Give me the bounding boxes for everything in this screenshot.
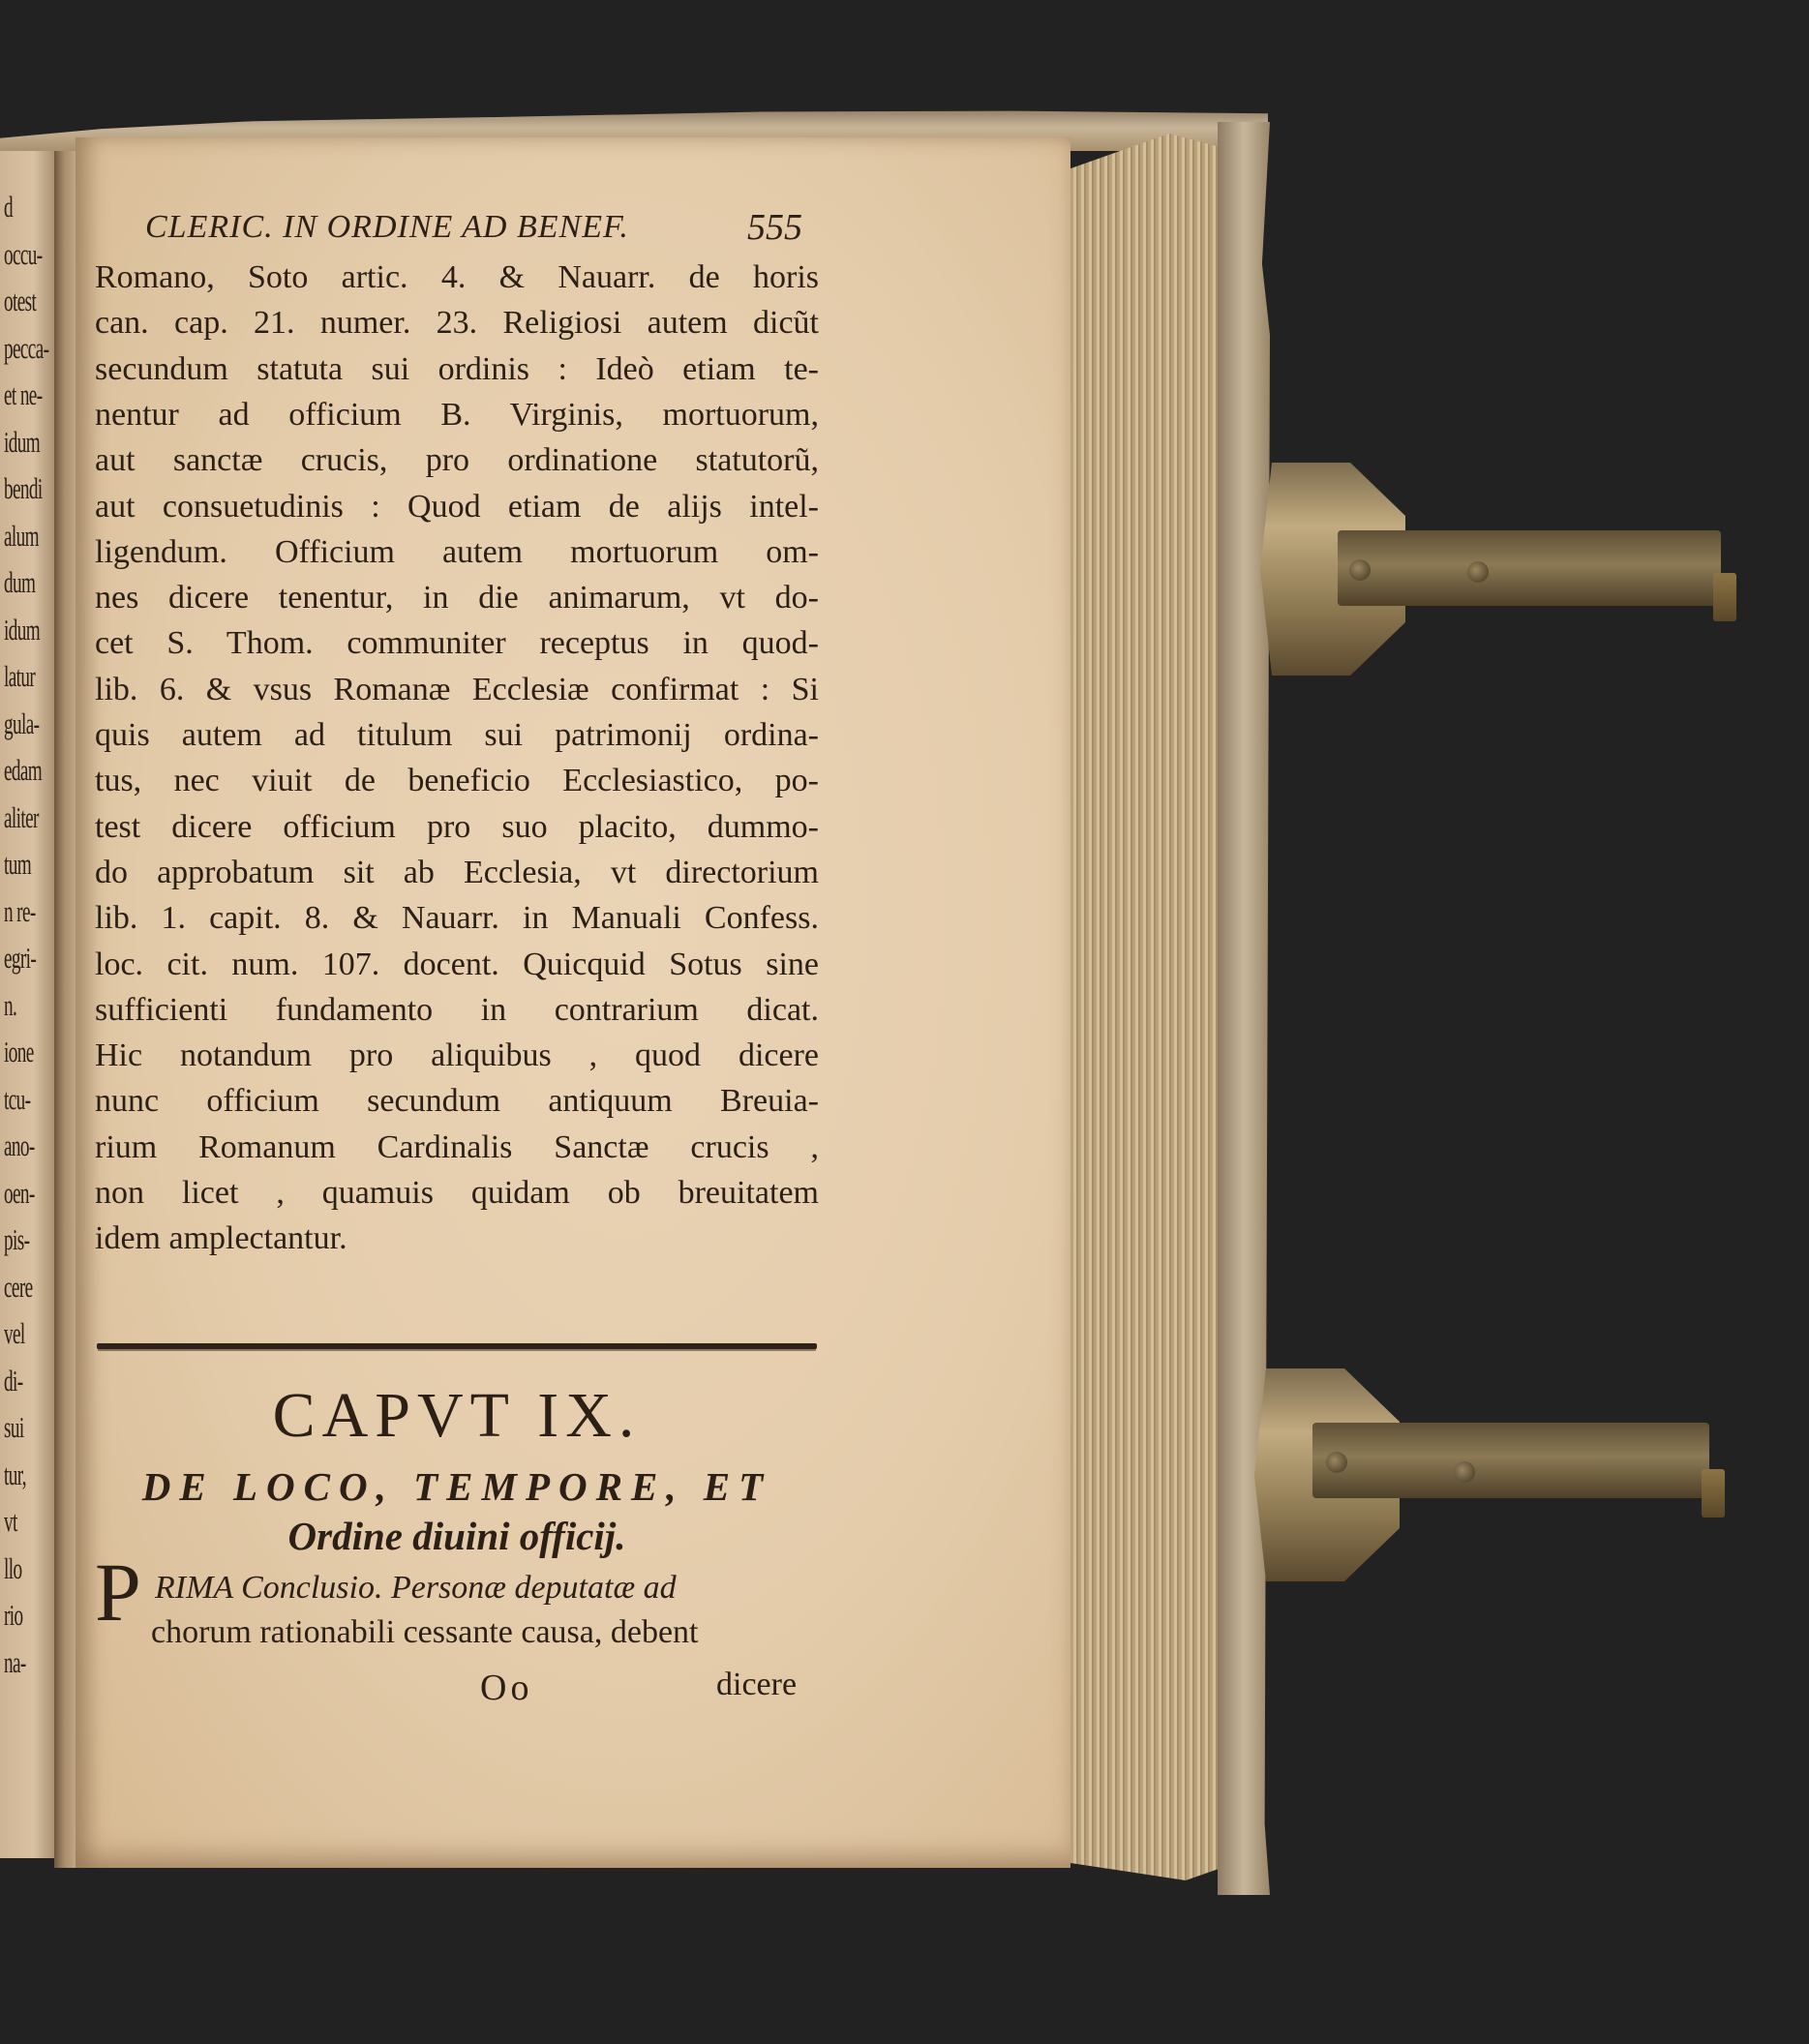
chapter-subtitle-line-2: Ordine diuini officij. xyxy=(287,1514,626,1558)
left-page-fragment: ione xyxy=(4,1035,34,1068)
body-line: can. cap. 21. numer. 23. Religiosi autem dicũt xyxy=(95,305,819,342)
left-page-fragment: d xyxy=(4,190,13,224)
left-page-fragment: otest xyxy=(4,284,37,317)
body-line: tus, nec viuit de beneficio Ecclesiastico, po- xyxy=(95,763,819,799)
body-line: lib. 6. & vsus Romanæ Ecclesiæ confirmat : Si xyxy=(95,671,819,707)
signature-mark: Oo xyxy=(480,1668,533,1708)
body-line: nes dicere tenentur, in die animarum, vt do- xyxy=(95,580,819,616)
left-page-fragment: na- xyxy=(4,1644,26,1679)
left-page-fragment: n. xyxy=(4,987,17,1022)
body-line: idem amplectantur. xyxy=(95,1220,347,1257)
left-page-fragment: rio xyxy=(4,1598,23,1632)
body-line: loc. cit. num. 107. docent. Quicquid Sotus sine xyxy=(95,946,819,982)
left-page-fragment: oen- xyxy=(4,1175,35,1210)
body-line: lib. 1. capit. 8. & Nauarr. in Manuali Confess. xyxy=(95,900,819,937)
left-page-fragment: idum xyxy=(4,612,41,646)
body-line: test dicere officium pro suo placito, dummo- xyxy=(95,808,819,845)
left-page-fragment: vel xyxy=(4,1316,25,1350)
body-line: aut sanctæ crucis, pro ordinatione statutorũ, xyxy=(95,442,819,479)
cover-edge xyxy=(1218,122,1270,1895)
left-page-fragment: n re- xyxy=(4,893,36,928)
left-page-fragment: sui xyxy=(4,1410,24,1444)
left-page-fragment: tcu- xyxy=(4,1081,31,1116)
catchword: dicere xyxy=(716,1667,798,1702)
left-page-fragment: latur xyxy=(4,659,36,693)
left-page-fragment: edam xyxy=(4,753,43,787)
body-line: Romano, Soto artic. 4. & Nauarr. de horis xyxy=(95,259,819,295)
conclusion-line-1: RIMA Conclusio. Personæ deputatæ ad xyxy=(155,1570,677,1606)
upper-clasp-strap xyxy=(1338,530,1721,606)
page-number: 555 xyxy=(747,207,802,248)
body-line: nentur ad officium B. Virginis, mortuorum, xyxy=(95,396,819,433)
conclusion-line-2: chorum rationabili cessante causa, debent xyxy=(151,1614,699,1650)
body-line: sufficienti fundamento in contrarium dicat. xyxy=(95,991,819,1028)
body-line: cet S. Thom. communiter receptus in quod- xyxy=(95,625,819,662)
left-page-fragment: gula- xyxy=(4,706,40,740)
body-line: non licet , quamuis quidam ob breuitatem xyxy=(95,1175,819,1211)
upper-clasp-rivet xyxy=(1467,561,1489,583)
left-page-fragment: cere xyxy=(4,1269,33,1304)
chapter-subtitle-line-1: DE LOCO, TEMPORE, ET xyxy=(141,1464,772,1509)
left-page-fragment: di- xyxy=(4,1363,23,1398)
left-page-fragment: aliter xyxy=(4,799,39,834)
upper-clasp-hook xyxy=(1713,573,1736,621)
left-page-fragment: tum xyxy=(4,847,32,881)
left-page-fragment: egri- xyxy=(4,941,37,975)
left-page-fragment: bendi xyxy=(4,471,43,505)
left-page-fragment: occu- xyxy=(4,236,43,271)
left-page-sliver xyxy=(0,145,60,1858)
left-page-fragment: pis- xyxy=(4,1222,30,1256)
left-page-fragment: ano- xyxy=(4,1128,35,1162)
left-page-fragment: pecca- xyxy=(4,330,49,365)
chapter-title: CAPVT IX. xyxy=(272,1380,642,1451)
lower-clasp-rivet xyxy=(1454,1461,1475,1483)
left-page-fragment: llo xyxy=(4,1550,22,1585)
fore-edge-page-block xyxy=(1070,134,1235,1880)
left-page-fragment: et ne- xyxy=(4,377,43,411)
running-head: CLERIC. IN ORDINE AD BENEF. xyxy=(145,209,629,245)
body-line: rium Romanum Cardinalis Sanctæ crucis , xyxy=(95,1128,819,1165)
section-rule xyxy=(97,1343,817,1349)
lower-clasp-strap xyxy=(1312,1423,1709,1498)
left-page-fragment: vt xyxy=(4,1504,17,1538)
left-page-fragment: alum xyxy=(4,518,39,553)
body-line: aut consuetudinis : Quod etiam de alijs intel- xyxy=(95,488,819,525)
body-line: nunc officium secundum antiquum Breuia- xyxy=(95,1083,819,1120)
body-line: do approbatum sit ab Ecclesia, vt directorium xyxy=(95,854,819,890)
lower-clasp-rivet xyxy=(1326,1452,1347,1473)
body-line: ligendum. Officium autem mortuorum om- xyxy=(95,533,819,570)
upper-clasp-rivet xyxy=(1349,559,1371,581)
left-page-fragment: dum xyxy=(4,565,36,599)
lower-clasp-hook xyxy=(1702,1469,1725,1518)
left-page-fragment: tur, xyxy=(4,1457,26,1491)
body-line: quis autem ad titulum sui patrimonij ordina- xyxy=(95,717,819,753)
body-line: Hic notandum pro aliquibus , quod dicere xyxy=(95,1037,819,1074)
left-page-fragment: idum xyxy=(4,424,41,459)
body-line: secundum statuta sui ordinis : Ideò etiam te- xyxy=(95,350,819,387)
drop-cap: P xyxy=(95,1546,141,1638)
